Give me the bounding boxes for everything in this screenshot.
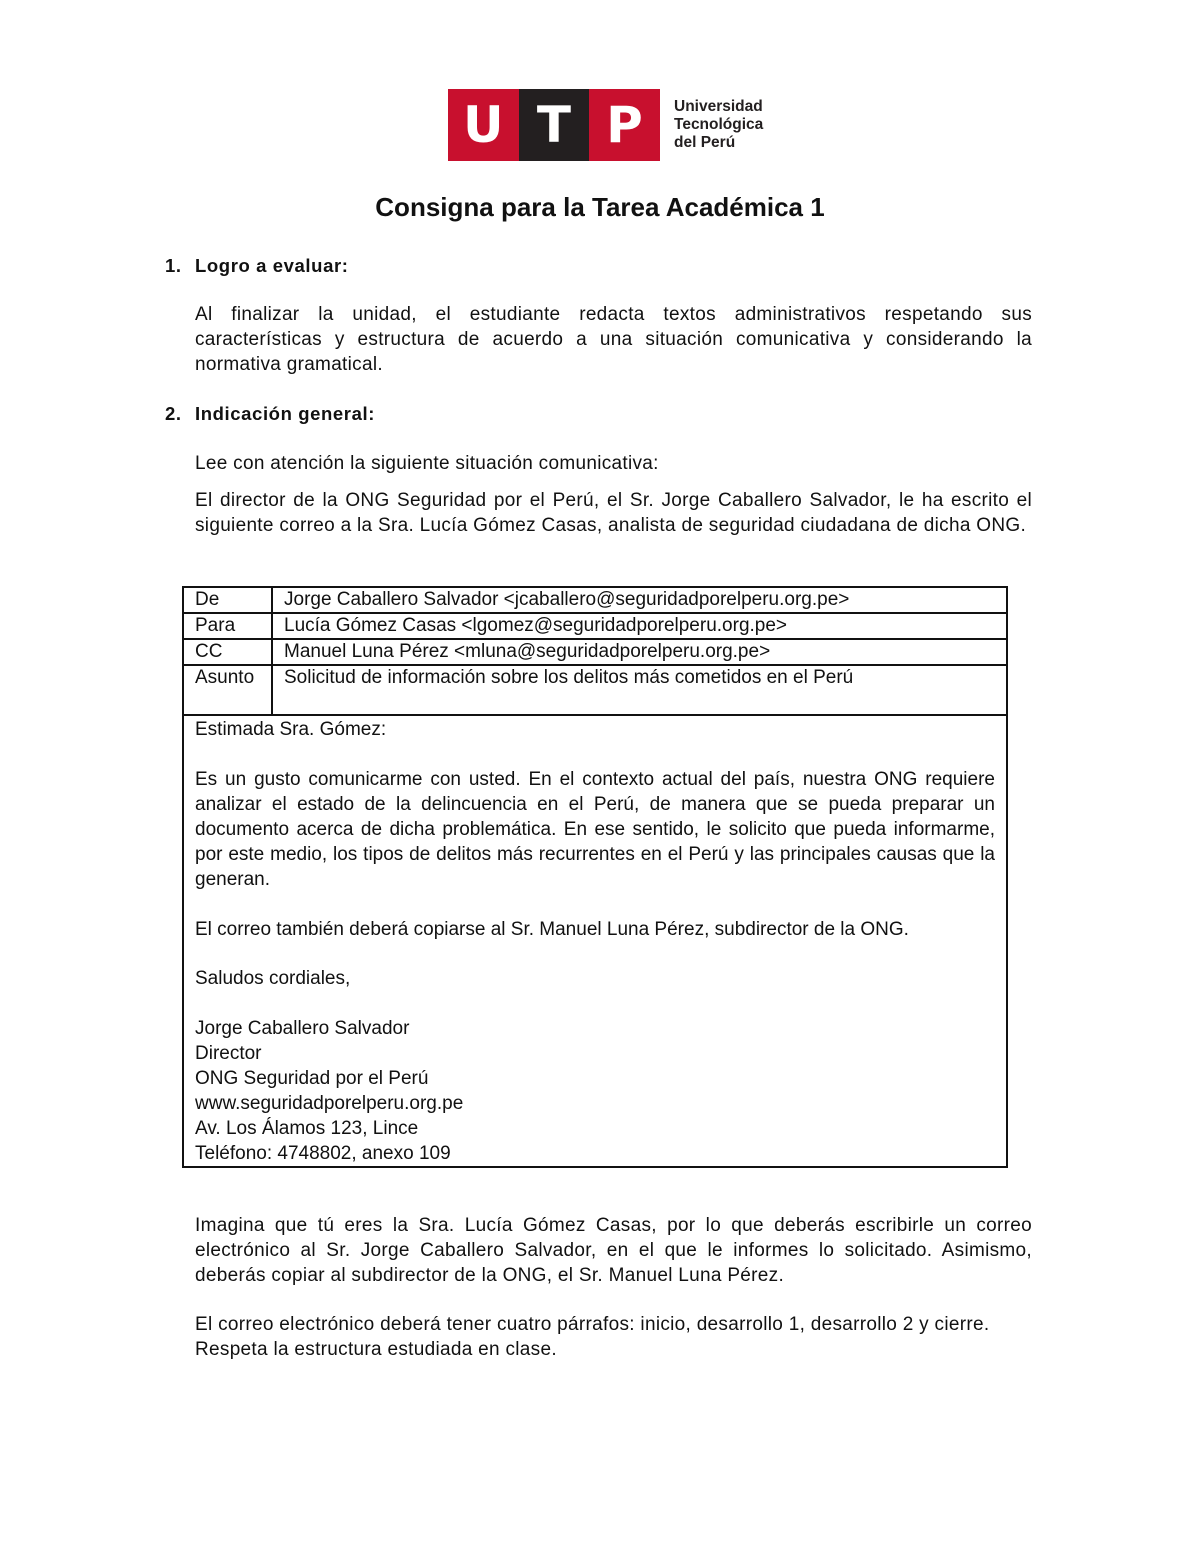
email-row-to: [183, 613, 1007, 639]
email-label: Para: [183, 613, 272, 639]
email-greeting: Estimada Sra. Gómez:: [195, 719, 387, 740]
section-number: 1.: [165, 255, 182, 276]
instruction-paragraph-2: El correo electrónico deberá tener cuatro párrafos: inicio, desarrollo 1, desarrollo 2 y cierre. Respeta la estructura estudiada en clase.: [195, 1314, 990, 1360]
signature-line: Teléfono: 4748802, anexo 109: [195, 1143, 451, 1164]
logo-wordmark: [674, 98, 763, 152]
signature-line: Director: [195, 1043, 262, 1064]
email-body-row: [183, 715, 1007, 1167]
logo-line: del Perú: [674, 134, 736, 151]
email-value: Manuel Luna Pérez <mluna@seguridadporelperu.org.pe>: [272, 639, 1007, 665]
email-paragraph-2: El correo también deberá copiarse al Sr. Manuel Luna Pérez, subdirector de la ONG.: [195, 919, 909, 940]
section-1-text: Al finalizar la unidad, el estudiante redacta textos administrativos respetando sus características y estructura de acuerdo a una situación comunicativa y considerando la normativa gramatical.: [195, 304, 1032, 375]
instruction-paragraph-1: Imagina que tú eres la Sra. Lucía Gómez Casas, por lo que deberás escribirle un correo electrónico al Sr. Jorge Caballero Salvador, en el que le informes lo solicitado. Asimismo, deberás copiar al subdirector de la ONG, el Sr. Manuel Luna Pérez.: [195, 1215, 1032, 1286]
page-title: Consigna para la Tarea Académica 1: [375, 192, 825, 222]
email-value: Solicitud de información sobre los delitos más cometidos en el Perú: [272, 665, 1007, 715]
email-closing: Saludos cordiales,: [195, 968, 351, 989]
section-number: 2.: [165, 403, 182, 424]
email-row-from: [183, 587, 1007, 613]
logo-line: Universidad: [674, 98, 763, 115]
utp-logo: [448, 89, 763, 161]
email-table: [182, 586, 1008, 1168]
section-2-heading: [165, 403, 375, 425]
email-label: Asunto: [183, 665, 272, 715]
logo-letter-u: U: [448, 89, 519, 161]
email-signature: [195, 1016, 995, 1166]
section-title: Logro a evaluar:: [195, 255, 349, 276]
section-title: Indicación general:: [195, 403, 375, 424]
logo-letter-t: T: [519, 89, 590, 161]
email-row-subject: [183, 665, 1007, 715]
signature-line: ONG Seguridad por el Perú: [195, 1068, 429, 1089]
email-label: De: [183, 587, 272, 613]
section-2-context: El director de la ONG Seguridad por el Perú, el Sr. Jorge Caballero Salvador, le ha escrito el siguiente correo a la Sra. Lucía Gómez Casas, analista de seguridad ciudadana de dicha ONG.: [195, 490, 1032, 536]
section-1-heading: [165, 255, 349, 277]
logo-letter-p: P: [589, 89, 660, 161]
email-paragraph-1: Es un gusto comunicarme con usted. En el contexto actual del país, nuestra ONG requiere analizar el estado de la delincuencia en el Perú, de manera que se pueda preparar un documento acerca de dicha problemática. En ese sentido, le solicito que pueda informarme, por este medio, los tipos de delitos más recurrentes en el Perú y las principales causas que la generan.: [195, 769, 995, 890]
logo-line: Tecnológica: [674, 116, 764, 133]
email-body: [183, 715, 1007, 1167]
signature-line: Jorge Caballero Salvador: [195, 1018, 410, 1039]
email-value: Jorge Caballero Salvador <jcaballero@seguridadporelperu.org.pe>: [272, 587, 1007, 613]
email-value: Lucía Gómez Casas <lgomez@seguridadporelperu.org.pe>: [272, 613, 1007, 639]
section-2-intro: Lee con atención la siguiente situación comunicativa:: [195, 453, 659, 474]
signature-line: www.seguridadporelperu.org.pe: [195, 1093, 464, 1114]
email-label: CC: [183, 639, 272, 665]
email-row-cc: [183, 639, 1007, 665]
utp-logo-mark: [448, 89, 660, 161]
signature-line: Av. Los Álamos 123, Lince: [195, 1118, 419, 1139]
